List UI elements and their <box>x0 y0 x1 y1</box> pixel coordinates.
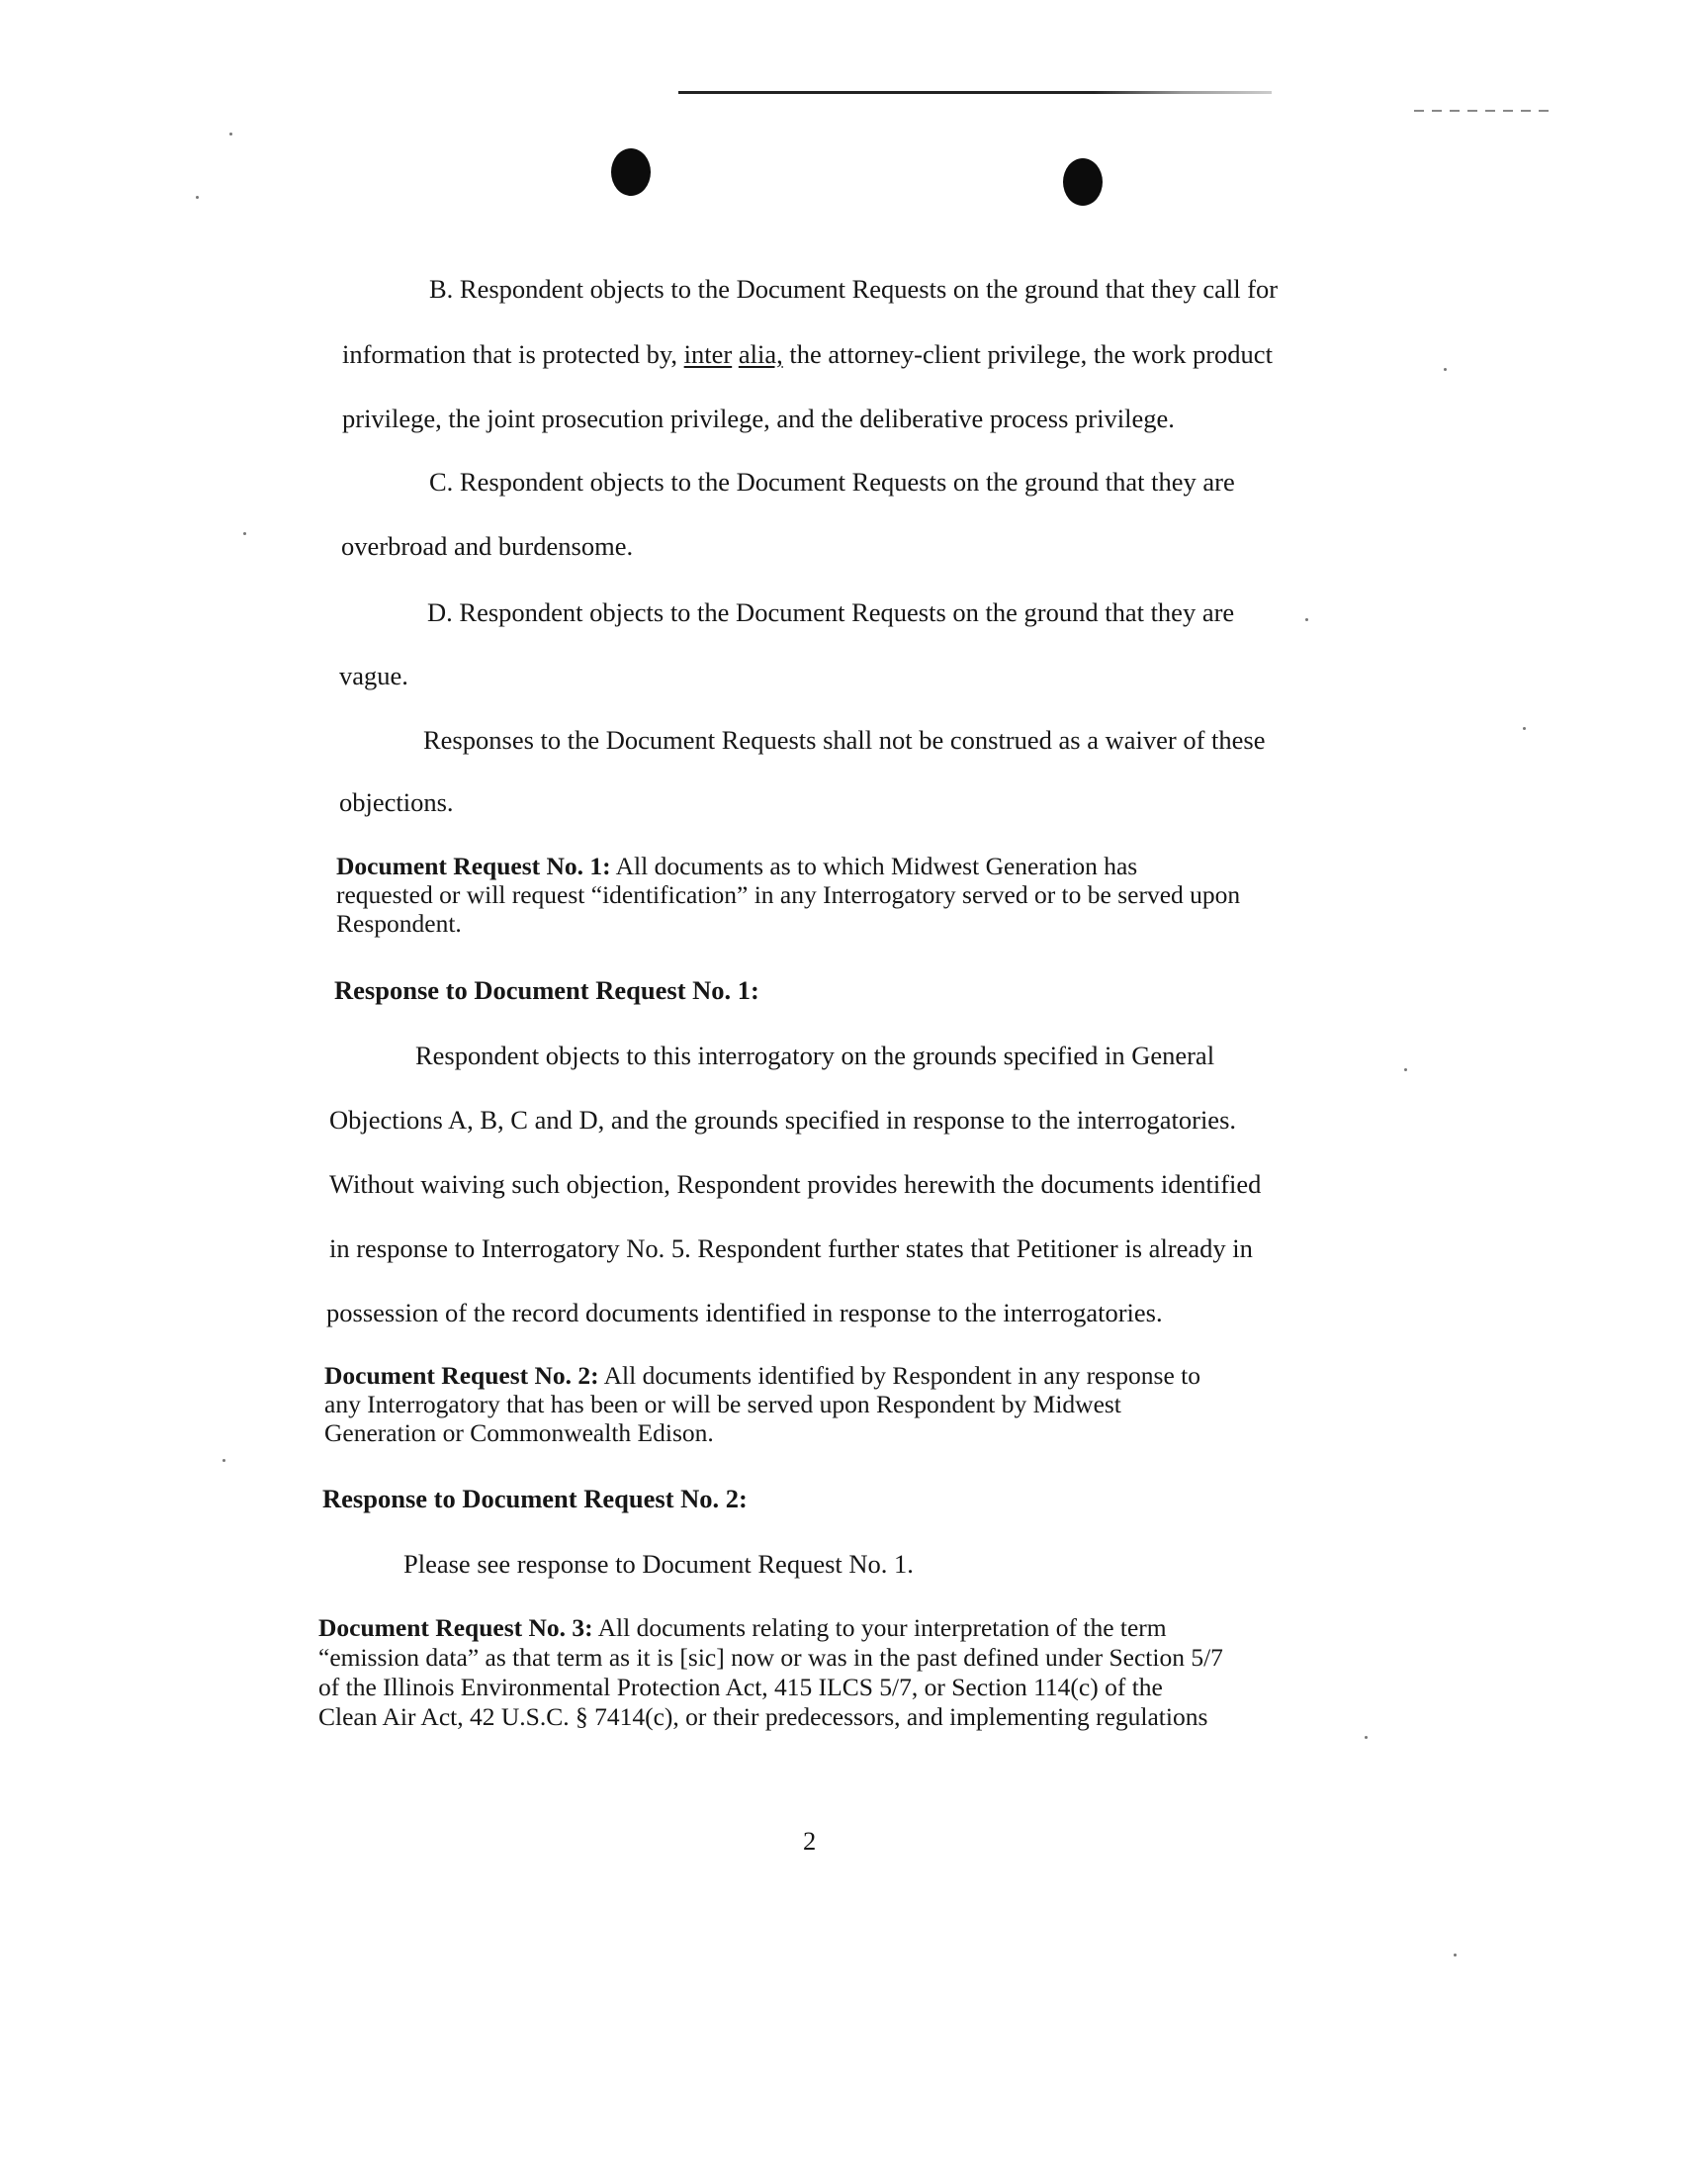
response-2-line-1: Please see response to Document Request No. 1. <box>403 1549 914 1579</box>
request-1-text: All documents as to which Midwest Generation has <box>610 852 1138 880</box>
waiver-line-1: Responses to the Document Requests shall not be construed as a waiver of these <box>423 725 1266 755</box>
scan-speck <box>1305 618 1308 621</box>
scan-speck <box>243 532 246 535</box>
objection-b-line-2 <box>342 339 1273 369</box>
alia-underlined: alia, <box>738 339 783 369</box>
scan-speck <box>229 133 232 136</box>
waiver-line-2: objections. <box>339 787 454 817</box>
scan-speck <box>1523 727 1526 730</box>
scan-speck <box>1404 1068 1407 1071</box>
request-3-line-3: of the Illinois Environmental Protection Act, 415 ILCS 5/7, or Section 114(c) of the <box>318 1673 1163 1701</box>
request-3-line-2: “emission data” as that term as it is [sic] now or was in the past defined under Section 5/7 <box>318 1643 1223 1672</box>
request-3-heading: Document Request No. 3: <box>318 1613 593 1642</box>
objection-b-line-2-pre: information that is protected by, <box>342 339 684 369</box>
response-1-heading: Response to Document Request No. 1: <box>334 975 759 1005</box>
top-rule-stub <box>1414 110 1552 112</box>
request-3-line-4: Clean Air Act, 42 U.S.C. § 7414(c), or their predecessors, and implementing regulations <box>318 1702 1208 1731</box>
objection-c-line-2: overbroad and burdensome. <box>341 531 634 561</box>
scan-speck <box>1444 368 1447 371</box>
request-3-text: All documents relating to your interpretation of the term <box>592 1613 1167 1642</box>
objection-b-line-3: privilege, the joint prosecution privilege, and the deliberative process privilege. <box>342 404 1175 433</box>
response-1-line-4: in response to Interrogatory No. 5. Respondent further states that Petitioner is already in <box>329 1233 1253 1263</box>
objection-b-line-1: B. Respondent objects to the Document Requests on the ground that they call for <box>429 274 1279 304</box>
request-2-line-2: any Interrogatory that has been or will be served upon Respondent by Midwest <box>324 1390 1121 1418</box>
punch-hole-left <box>611 148 651 196</box>
punch-hole-right <box>1063 158 1103 206</box>
objection-c-line-1: C. Respondent objects to the Document Requests on the ground that they are <box>429 467 1235 497</box>
top-rule <box>678 91 1272 94</box>
request-1-line-3: Respondent. <box>336 909 462 938</box>
inter-underlined: inter <box>683 339 733 369</box>
objection-b-line-2-post: the attorney-client privilege, the work product <box>782 339 1273 369</box>
response-1-line-3: Without waiving such objection, Respondent provides herewith the documents identified <box>329 1169 1262 1199</box>
request-2-text: All documents identified by Respondent in any response to <box>598 1361 1201 1390</box>
request-2-heading: Document Request No. 2: <box>324 1361 599 1390</box>
scan-speck <box>196 196 199 199</box>
page-number: 2 <box>803 1826 817 1856</box>
response-1-line-1: Respondent objects to this interrogatory on the grounds specified in General <box>415 1041 1215 1070</box>
scan-speck <box>222 1459 225 1462</box>
scan-speck <box>1365 1736 1368 1739</box>
request-1-heading: Document Request No. 1: <box>336 852 611 880</box>
objection-d-line-2: vague. <box>339 661 408 690</box>
objection-d-line-1: D. Respondent objects to the Document Requests on the ground that they are <box>427 597 1235 627</box>
request-2-line-3: Generation or Commonwealth Edison. <box>324 1418 714 1447</box>
request-3-line-1 <box>318 1614 1167 1642</box>
request-1-line-2: requested or will request “identification” in any Interrogatory served or to be served upon <box>336 880 1241 909</box>
response-1-line-5: possession of the record documents identified in response to the interrogatories. <box>326 1298 1163 1327</box>
response-2-heading: Response to Document Request No. 2: <box>322 1484 748 1513</box>
scan-speck <box>1454 1954 1457 1956</box>
request-2-line-1 <box>324 1362 1200 1390</box>
request-1-line-1 <box>336 853 1137 880</box>
response-1-line-2: Objections A, B, C and D, and the grounds specified in response to the interrogatories. <box>329 1105 1237 1135</box>
